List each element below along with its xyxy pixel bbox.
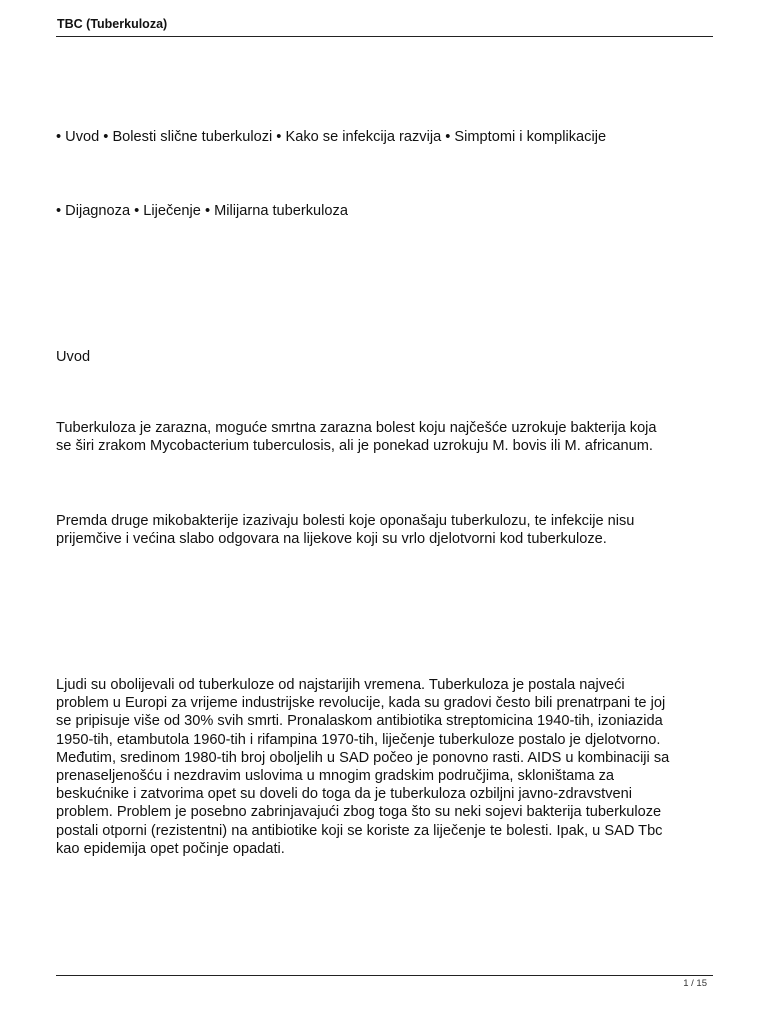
toc-line-2: • Dijagnoza • Liječenje • Milijarna tuberkuloza: [56, 203, 348, 219]
paragraph-line: Međutim, sredinom 1980-tih broj oboljelih u SAD počeo je ponovno rasti. AIDS u kombinaciji sa: [56, 749, 670, 766]
paragraph-line: problem. Problem je posebno zabrinjavajući zbog toga što su neki sojevi bakterija tuberkuloze: [56, 804, 662, 821]
paragraph-line: se pripisuje više od 30% svih smrti. Pronalaskom antibiotika streptomicina 1940-tih, izoniazida: [56, 713, 663, 730]
paragraph-line: 1950-tih, etambutola 1960-tih i rifampina 1970-tih, liječenje tuberkuloze postalo je djelotvorno.: [56, 731, 661, 748]
paragraph-line: postali otporni (rezistentni) na antibiotike koji se koriste za liječenje te bolesti. Ipak, u SAD Tbc: [56, 822, 663, 839]
page-footer: [56, 975, 713, 989]
paragraph-2: [56, 512, 716, 548]
paragraph-line: kao epidemija opet počinje opadati.: [56, 840, 285, 857]
paragraph-3: [56, 676, 716, 858]
section-heading-uvod: Uvod: [56, 349, 91, 365]
paragraph-line: se širi zrakom Mycobacterium tuberculosis, ali je ponekad uzrokuju M. bovis ili M. africanum.: [56, 438, 653, 455]
paragraph-line: Tuberkuloza je zarazna, moguće smrtna zarazna bolest koju najčešće uzrokuje bakterija koja: [56, 420, 657, 436]
paragraph-line: beskućnike i zatvorima opet su doveli do toga da je tuberkuloza ozbiljni javno-zdravstveni: [56, 786, 632, 803]
page-header: [56, 14, 713, 37]
toc-line-1: • Uvod • Bolesti slične tuberkulozi • Kako se infekcija razvija • Simptomi i komplikacije: [56, 129, 607, 145]
paragraph-line: problem u Europi za vrijeme industrijske revolucije, kada su gradovi često bili prenatrpani te joj: [56, 695, 666, 712]
paragraph-1: [56, 419, 716, 455]
paragraph-line: prijemčive i većina slabo odgovara na lijekove koji su vrlo djelotvorni kod tuberkuloze.: [56, 531, 607, 548]
page-number: 1 / 15: [683, 978, 707, 989]
paragraph-line: Ljudi su obolijevali od tuberkuloze od najstarijih vremena. Tuberkuloza je postala najveći: [56, 677, 625, 693]
paragraph-line: prenaseljenošću i nezdravim uslovima u mnogim gradskim područjima, skloništama za: [56, 768, 615, 785]
paragraph-line: Premda druge mikobakterije izazivaju bolesti koje oponašaju tuberkulozu, te infekcije nisu: [56, 513, 635, 529]
document-title: TBC (Tuberkuloza): [57, 17, 168, 31]
